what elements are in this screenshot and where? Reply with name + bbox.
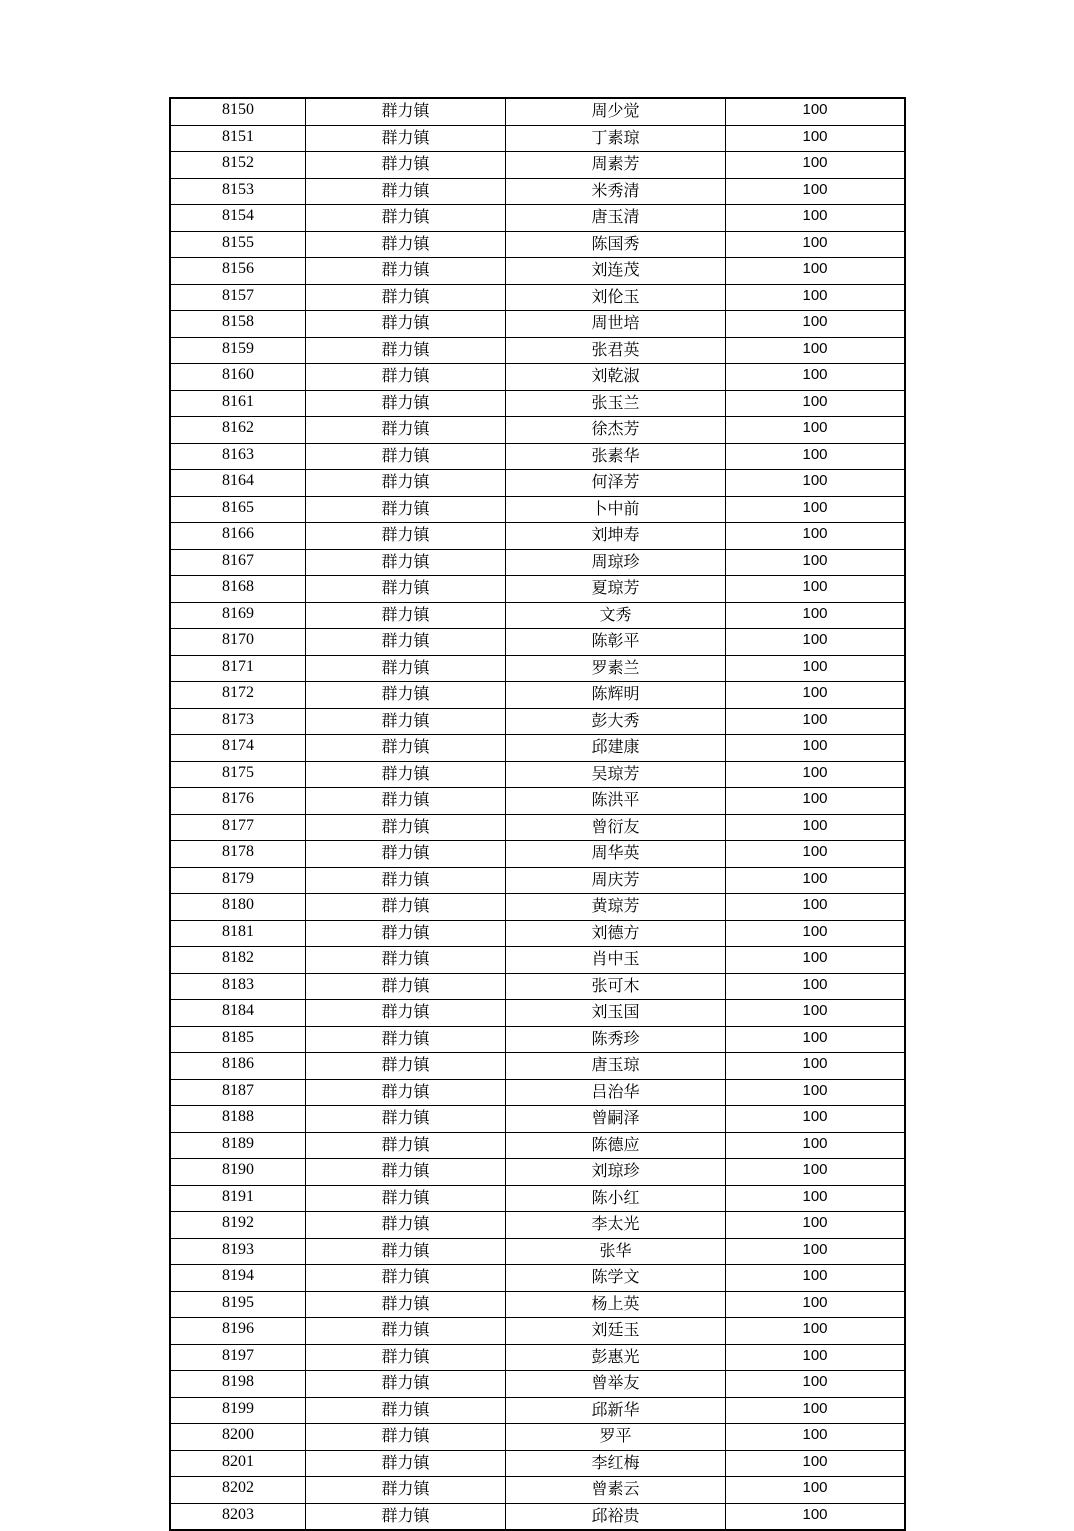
town-cell: 群力镇 [306,1212,506,1239]
row-number-cell: 8160 [170,364,306,391]
person-name-cell: 杨上英 [506,1291,726,1318]
person-name-cell: 黄琼芳 [506,894,726,921]
person-name-cell: 彭大秀 [506,708,726,735]
row-number-cell: 8162 [170,417,306,444]
row-number-cell: 8200 [170,1424,306,1451]
row-number-cell: 8174 [170,735,306,762]
person-name-cell: 陈德应 [506,1132,726,1159]
town-cell: 群力镇 [306,708,506,735]
row-number-cell: 8185 [170,1026,306,1053]
row-number-cell: 8158 [170,311,306,338]
town-cell: 群力镇 [306,496,506,523]
amount-cell: 100 [726,1291,906,1318]
amount-cell: 100 [726,1026,906,1053]
amount-cell: 100 [726,1371,906,1398]
town-cell: 群力镇 [306,1185,506,1212]
amount-cell: 100 [726,629,906,656]
town-cell: 群力镇 [306,1265,506,1292]
amount-cell: 100 [726,947,906,974]
amount-cell: 100 [726,894,906,921]
town-cell: 群力镇 [306,443,506,470]
table-row [170,655,905,682]
person-name-cell: 张玉兰 [506,390,726,417]
person-name-cell: 丁素琼 [506,125,726,152]
table-row [170,284,905,311]
amount-cell: 100 [726,549,906,576]
town-cell: 群力镇 [306,125,506,152]
amount-cell: 100 [726,205,906,232]
row-number-cell: 8190 [170,1159,306,1186]
town-cell: 群力镇 [306,1344,506,1371]
amount-cell: 100 [726,655,906,682]
amount-cell: 100 [726,761,906,788]
table-row [170,629,905,656]
person-name-cell: 陈小红 [506,1185,726,1212]
row-number-cell: 8177 [170,814,306,841]
person-name-cell: 刘德方 [506,920,726,947]
table-row [170,1450,905,1477]
amount-cell: 100 [726,1265,906,1292]
town-cell: 群力镇 [306,337,506,364]
table-row [170,1106,905,1133]
table-row [170,470,905,497]
row-number-cell: 8161 [170,390,306,417]
person-name-cell: 周琼珍 [506,549,726,576]
row-number-cell: 8171 [170,655,306,682]
row-number-cell: 8150 [170,98,306,125]
person-name-cell: 周庆芳 [506,867,726,894]
amount-cell: 100 [726,258,906,285]
row-number-cell: 8195 [170,1291,306,1318]
amount-cell: 100 [726,1238,906,1265]
person-name-cell: 邱建康 [506,735,726,762]
town-cell: 群力镇 [306,1000,506,1027]
person-name-cell: 刘廷玉 [506,1318,726,1345]
row-number-cell: 8197 [170,1344,306,1371]
table-row [170,1132,905,1159]
amount-cell: 100 [726,1132,906,1159]
person-name-cell: 米秀清 [506,178,726,205]
amount-cell: 100 [726,682,906,709]
town-cell: 群力镇 [306,364,506,391]
table-row [170,178,905,205]
table-row [170,1371,905,1398]
row-number-cell: 8175 [170,761,306,788]
person-name-cell: 肖中玉 [506,947,726,974]
amount-cell: 100 [726,576,906,603]
table-row [170,1318,905,1345]
row-number-cell: 8178 [170,841,306,868]
person-name-cell: 吕治华 [506,1079,726,1106]
amount-cell: 100 [726,1503,906,1530]
table-row [170,523,905,550]
table-row [170,390,905,417]
amount-cell: 100 [726,152,906,179]
amount-cell: 100 [726,814,906,841]
person-name-cell: 唐玉琼 [506,1053,726,1080]
table-row [170,1212,905,1239]
table-row [170,205,905,232]
person-name-cell: 何泽芳 [506,470,726,497]
row-number-cell: 8193 [170,1238,306,1265]
amount-cell: 100 [726,496,906,523]
person-name-cell: 卜中前 [506,496,726,523]
town-cell: 群力镇 [306,523,506,550]
amount-cell: 100 [726,841,906,868]
row-number-cell: 8203 [170,1503,306,1530]
person-name-cell: 曾衍友 [506,814,726,841]
amount-cell: 100 [726,1397,906,1424]
person-name-cell: 张华 [506,1238,726,1265]
town-cell: 群力镇 [306,841,506,868]
table-row [170,1053,905,1080]
table-row [170,549,905,576]
town-cell: 群力镇 [306,1132,506,1159]
amount-cell: 100 [726,788,906,815]
row-number-cell: 8156 [170,258,306,285]
person-name-cell: 李红梅 [506,1450,726,1477]
town-cell: 群力镇 [306,1238,506,1265]
amount-cell: 100 [726,920,906,947]
person-name-cell: 陈辉明 [506,682,726,709]
row-number-cell: 8183 [170,973,306,1000]
person-name-cell: 周华英 [506,841,726,868]
town-cell: 群力镇 [306,867,506,894]
person-name-cell: 罗平 [506,1424,726,1451]
person-name-cell: 陈秀珍 [506,1026,726,1053]
town-cell: 群力镇 [306,1159,506,1186]
person-name-cell: 陈洪平 [506,788,726,815]
town-cell: 群力镇 [306,284,506,311]
town-cell: 群力镇 [306,98,506,125]
person-name-cell: 刘琼珍 [506,1159,726,1186]
table-row [170,708,905,735]
table-row [170,682,905,709]
person-name-cell: 曾素云 [506,1477,726,1504]
town-cell: 群力镇 [306,947,506,974]
amount-cell: 100 [726,735,906,762]
row-number-cell: 8196 [170,1318,306,1345]
town-cell: 群力镇 [306,417,506,444]
table-row [170,735,905,762]
town-cell: 群力镇 [306,1503,506,1530]
row-number-cell: 8165 [170,496,306,523]
table-row [170,1477,905,1504]
amount-cell: 100 [726,443,906,470]
table-row [170,152,905,179]
amount-cell: 100 [726,1450,906,1477]
row-number-cell: 8176 [170,788,306,815]
person-name-cell: 刘连茂 [506,258,726,285]
town-cell: 群力镇 [306,258,506,285]
row-number-cell: 8184 [170,1000,306,1027]
table-row [170,602,905,629]
amount-cell: 100 [726,1344,906,1371]
table-row [170,1503,905,1530]
table-row [170,1265,905,1292]
table-row [170,1424,905,1451]
table-row [170,417,905,444]
table-row [170,364,905,391]
amount-cell: 100 [726,708,906,735]
person-name-cell: 刘坤寿 [506,523,726,550]
amount-cell: 100 [726,284,906,311]
town-cell: 群力镇 [306,231,506,258]
row-number-cell: 8169 [170,602,306,629]
person-name-cell: 周世培 [506,311,726,338]
town-cell: 群力镇 [306,152,506,179]
town-cell: 群力镇 [306,1291,506,1318]
town-cell: 群力镇 [306,973,506,1000]
person-name-cell: 曾举友 [506,1371,726,1398]
row-number-cell: 8164 [170,470,306,497]
amount-cell: 100 [726,178,906,205]
town-cell: 群力镇 [306,311,506,338]
row-number-cell: 8152 [170,152,306,179]
amount-cell: 100 [726,1159,906,1186]
town-cell: 群力镇 [306,1106,506,1133]
person-name-cell: 邱新华 [506,1397,726,1424]
amount-cell: 100 [726,417,906,444]
table-row [170,1079,905,1106]
town-cell: 群力镇 [306,1397,506,1424]
amount-cell: 100 [726,125,906,152]
town-cell: 群力镇 [306,682,506,709]
row-number-cell: 8182 [170,947,306,974]
table-row [170,894,905,921]
town-cell: 群力镇 [306,735,506,762]
person-name-cell: 彭惠光 [506,1344,726,1371]
town-cell: 群力镇 [306,390,506,417]
amount-cell: 100 [726,1185,906,1212]
row-number-cell: 8168 [170,576,306,603]
table-row [170,576,905,603]
person-name-cell: 徐杰芳 [506,417,726,444]
person-name-cell: 刘乾淑 [506,364,726,391]
row-number-cell: 8173 [170,708,306,735]
amount-cell: 100 [726,602,906,629]
town-cell: 群力镇 [306,920,506,947]
person-name-cell: 李太光 [506,1212,726,1239]
town-cell: 群力镇 [306,602,506,629]
amount-cell: 100 [726,337,906,364]
town-cell: 群力镇 [306,629,506,656]
row-number-cell: 8188 [170,1106,306,1133]
table-row [170,496,905,523]
table-row [170,98,905,125]
row-number-cell: 8167 [170,549,306,576]
amount-cell: 100 [726,1318,906,1345]
row-number-cell: 8180 [170,894,306,921]
amount-cell: 100 [726,1079,906,1106]
table-row [170,973,905,1000]
person-name-cell: 刘玉国 [506,1000,726,1027]
table-row [170,337,905,364]
row-number-cell: 8199 [170,1397,306,1424]
amount-cell: 100 [726,523,906,550]
table-row [170,788,905,815]
amount-cell: 100 [726,1212,906,1239]
town-cell: 群力镇 [306,1079,506,1106]
town-cell: 群力镇 [306,1026,506,1053]
table-body [170,98,905,1530]
town-cell: 群力镇 [306,1371,506,1398]
person-name-cell: 陈学文 [506,1265,726,1292]
town-cell: 群力镇 [306,788,506,815]
person-name-cell: 周素芳 [506,152,726,179]
table-row [170,761,905,788]
amount-cell: 100 [726,1424,906,1451]
row-number-cell: 8172 [170,682,306,709]
row-number-cell: 8198 [170,1371,306,1398]
amount-cell: 100 [726,1106,906,1133]
row-number-cell: 8170 [170,629,306,656]
amount-cell: 100 [726,973,906,1000]
row-number-cell: 8179 [170,867,306,894]
town-cell: 群力镇 [306,814,506,841]
town-cell: 群力镇 [306,1053,506,1080]
person-name-cell: 夏琼芳 [506,576,726,603]
row-number-cell: 8163 [170,443,306,470]
person-name-cell: 周少觉 [506,98,726,125]
table-row [170,1291,905,1318]
town-cell: 群力镇 [306,1318,506,1345]
table-row [170,1185,905,1212]
row-number-cell: 8181 [170,920,306,947]
town-cell: 群力镇 [306,655,506,682]
town-cell: 群力镇 [306,1424,506,1451]
row-number-cell: 8186 [170,1053,306,1080]
town-cell: 群力镇 [306,576,506,603]
table-row [170,1397,905,1424]
town-cell: 群力镇 [306,470,506,497]
amount-cell: 100 [726,98,906,125]
row-number-cell: 8191 [170,1185,306,1212]
person-name-cell: 刘伦玉 [506,284,726,311]
row-number-cell: 8194 [170,1265,306,1292]
amount-cell: 100 [726,867,906,894]
amount-cell: 100 [726,390,906,417]
row-number-cell: 8166 [170,523,306,550]
row-number-cell: 8155 [170,231,306,258]
table-row [170,443,905,470]
town-cell: 群力镇 [306,178,506,205]
person-name-cell: 张君英 [506,337,726,364]
row-number-cell: 8157 [170,284,306,311]
table-row [170,231,905,258]
amount-cell: 100 [726,311,906,338]
table-row [170,814,905,841]
amount-cell: 100 [726,1477,906,1504]
amount-cell: 100 [726,1000,906,1027]
row-number-cell: 8192 [170,1212,306,1239]
person-name-cell: 罗素兰 [506,655,726,682]
person-name-cell: 文秀 [506,602,726,629]
table-row [170,1159,905,1186]
table-row [170,125,905,152]
row-number-cell: 8187 [170,1079,306,1106]
table-row [170,947,905,974]
table-row [170,1238,905,1265]
town-cell: 群力镇 [306,1477,506,1504]
row-number-cell: 8153 [170,178,306,205]
amount-cell: 100 [726,1053,906,1080]
amount-cell: 100 [726,231,906,258]
table-row [170,1344,905,1371]
table-row [170,867,905,894]
table-row [170,841,905,868]
amount-cell: 100 [726,364,906,391]
town-cell: 群力镇 [306,761,506,788]
person-name-cell: 张可木 [506,973,726,1000]
table-row [170,1026,905,1053]
person-name-cell: 曾嗣泽 [506,1106,726,1133]
row-number-cell: 8202 [170,1477,306,1504]
table-row [170,920,905,947]
town-cell: 群力镇 [306,1450,506,1477]
person-name-cell: 陈国秀 [506,231,726,258]
table-row [170,258,905,285]
person-name-cell: 邱裕贵 [506,1503,726,1530]
person-name-cell: 张素华 [506,443,726,470]
row-number-cell: 8201 [170,1450,306,1477]
person-name-cell: 吴琼芳 [506,761,726,788]
row-number-cell: 8189 [170,1132,306,1159]
town-cell: 群力镇 [306,894,506,921]
row-number-cell: 8154 [170,205,306,232]
town-cell: 群力镇 [306,205,506,232]
row-number-cell: 8159 [170,337,306,364]
table-row [170,1000,905,1027]
row-number-cell: 8151 [170,125,306,152]
town-cell: 群力镇 [306,549,506,576]
amount-cell: 100 [726,470,906,497]
person-name-cell: 陈彰平 [506,629,726,656]
data-table [169,97,906,1531]
person-name-cell: 唐玉清 [506,205,726,232]
table-row [170,311,905,338]
